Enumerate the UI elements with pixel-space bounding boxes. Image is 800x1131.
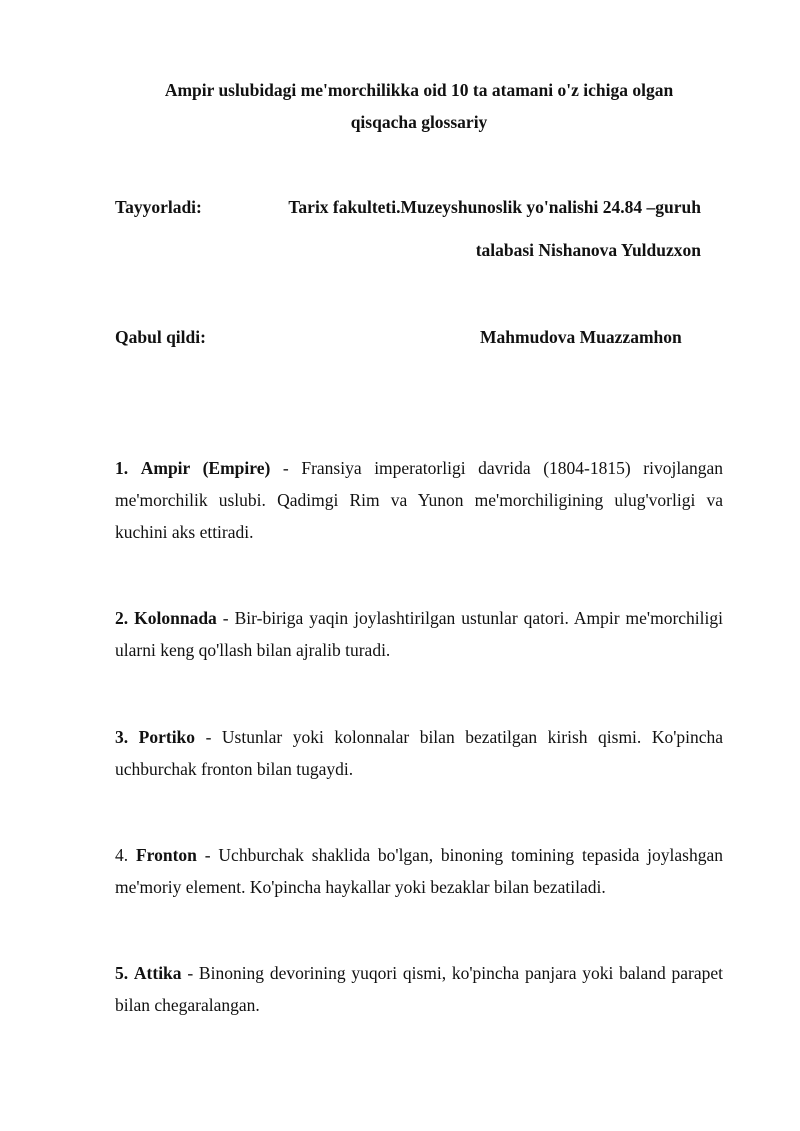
prepared-by-line-1: Tarix fakulteti.Muzeyshunoslik yo'nalishi 24.84 –guruh (288, 197, 701, 217)
glossary-entry-3 (115, 721, 723, 785)
glossary-entry-5 (115, 957, 723, 1021)
entry-term: Ampir (Empire) (140, 458, 271, 478)
title-line-1: Ampir uslubidagi me'morchilikka oid 10 ta atamani o'z ichiga olgan (164, 80, 674, 100)
accepted-by-name: Mahmudova Muazzamhon (480, 327, 682, 347)
document-title (115, 74, 723, 138)
entry-number: 2. (115, 608, 129, 628)
prepared-by-label: Tayyorladi: (115, 197, 202, 217)
entry-number: 4. (115, 845, 129, 865)
entry-definition: - Ustunlar yoki kolonnalar bilan bezatilgan kirish qismi. Ko'pincha uchburchak fronton bilan tugaydi. (115, 727, 724, 779)
prepared-by-line-2: talabasi Nishanova Yulduzxon (475, 240, 701, 260)
entry-definition: - Uchburchak shaklida bo'lgan, binoning tomining tepasida joylashgan me'moriy element. Ko'pincha haykallar yoki bezaklar bilan bezatiladi. (115, 845, 724, 897)
entry-term: Kolonnada (134, 608, 217, 628)
entry-number: 3. (115, 727, 129, 747)
entry-term: Attika (133, 963, 182, 983)
glossary-entry-4 (115, 839, 723, 903)
entry-definition: - Fransiya imperatorligi davrida (1804-1815) rivojlangan me'morchilik uslubi. Qadimgi Rim va Yunon me'morchiligining ulug'vorligi va kuchini aks ettiradi. (115, 458, 723, 542)
glossary-entry-2 (115, 602, 723, 666)
title-line-2: qisqacha glossariy (350, 112, 488, 132)
entry-number: 1. (115, 458, 129, 478)
glossary-entry-1 (115, 452, 723, 548)
accepted-by-label: Qabul qildi: (115, 327, 206, 347)
entry-term: Fronton (135, 845, 197, 865)
entry-definition: - Bir-biriga yaqin joylashtirilgan ustunlar qatori. Ampir me'morchiligi ularni keng qo'llash bilan ajralib turadi. (115, 608, 723, 660)
entry-number: 5. (115, 963, 129, 983)
entry-definition: - Binoning devorining yuqori qismi, ko'pincha panjara yoki baland parapet bilan chegaralangan. (115, 963, 724, 1015)
entry-term: Portiko (138, 727, 196, 747)
